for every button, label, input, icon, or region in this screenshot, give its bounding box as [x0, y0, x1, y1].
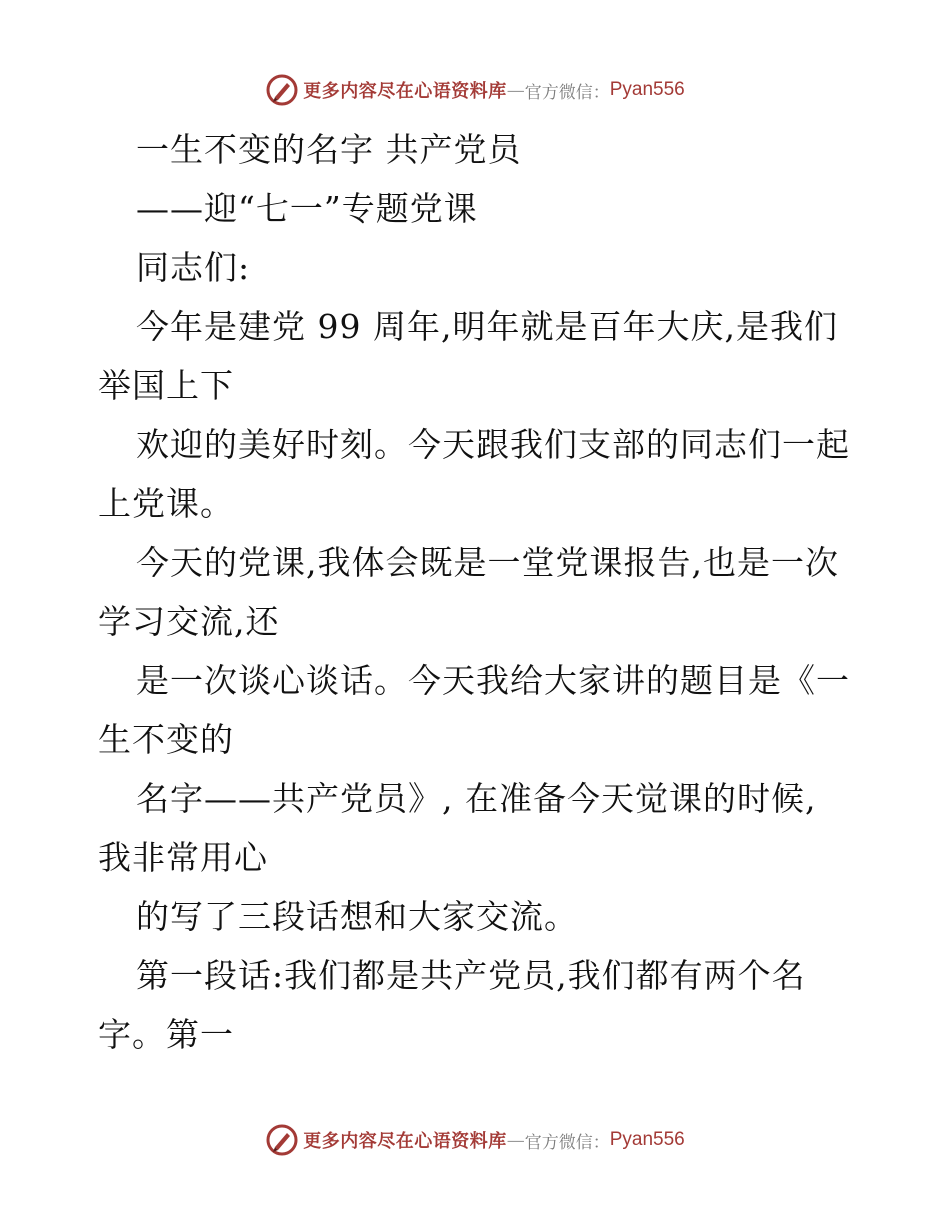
watermark-wechat-id: Pyan556: [609, 79, 685, 100]
text-line: 字。第一: [98, 1015, 234, 1054]
text-line: 同志们:: [136, 248, 251, 287]
document-body: [98, 120, 858, 1064]
text-line: 名字——共产党员》, 在准备今天觉课的时候,: [136, 779, 817, 818]
watermark-dash: —: [506, 1129, 525, 1151]
watermark-main-text: 更多内容尽在心语资料库: [303, 81, 507, 102]
text-line: 我非常用心: [98, 838, 268, 877]
footer-watermark: [0, 1120, 950, 1160]
text-line: 欢迎的美好时刻。今天跟我们支部的同志们一起: [136, 425, 850, 464]
text-line: 上党课。: [98, 484, 234, 523]
pen-logo-icon: [265, 1123, 299, 1157]
watermark-dash: —: [506, 79, 525, 101]
text-line: 学习交流,还: [98, 602, 280, 641]
pen-logo-icon: [265, 73, 299, 107]
text-line: 今年是建党 99 周年,明年就是百年大庆,是我们: [136, 307, 838, 346]
watermark-wechat-id: Pyan556: [609, 1129, 685, 1150]
text-line: 今天的党课,我体会既是一堂党课报告,也是一次: [136, 543, 839, 582]
watermark-label: 官方微信：: [524, 82, 610, 103]
text-line: 生不变的: [98, 720, 234, 759]
text-line: ——迎“七一”专题党课: [136, 189, 478, 228]
text-line: 一生不变的名字 共产党员: [136, 130, 522, 169]
text-line: 的写了三段话想和大家交流。: [136, 897, 578, 936]
watermark-main-text: 更多内容尽在心语资料库: [303, 1131, 507, 1152]
text-line: 举国上下: [98, 366, 234, 405]
header-watermark: [0, 70, 950, 110]
text-line: 第一段话:我们都是共产党员,我们都有两个名: [136, 956, 806, 995]
text-line: 是一次谈心谈话。今天我给大家讲的题目是《一: [136, 661, 850, 700]
watermark-label: 官方微信：: [524, 1132, 610, 1153]
